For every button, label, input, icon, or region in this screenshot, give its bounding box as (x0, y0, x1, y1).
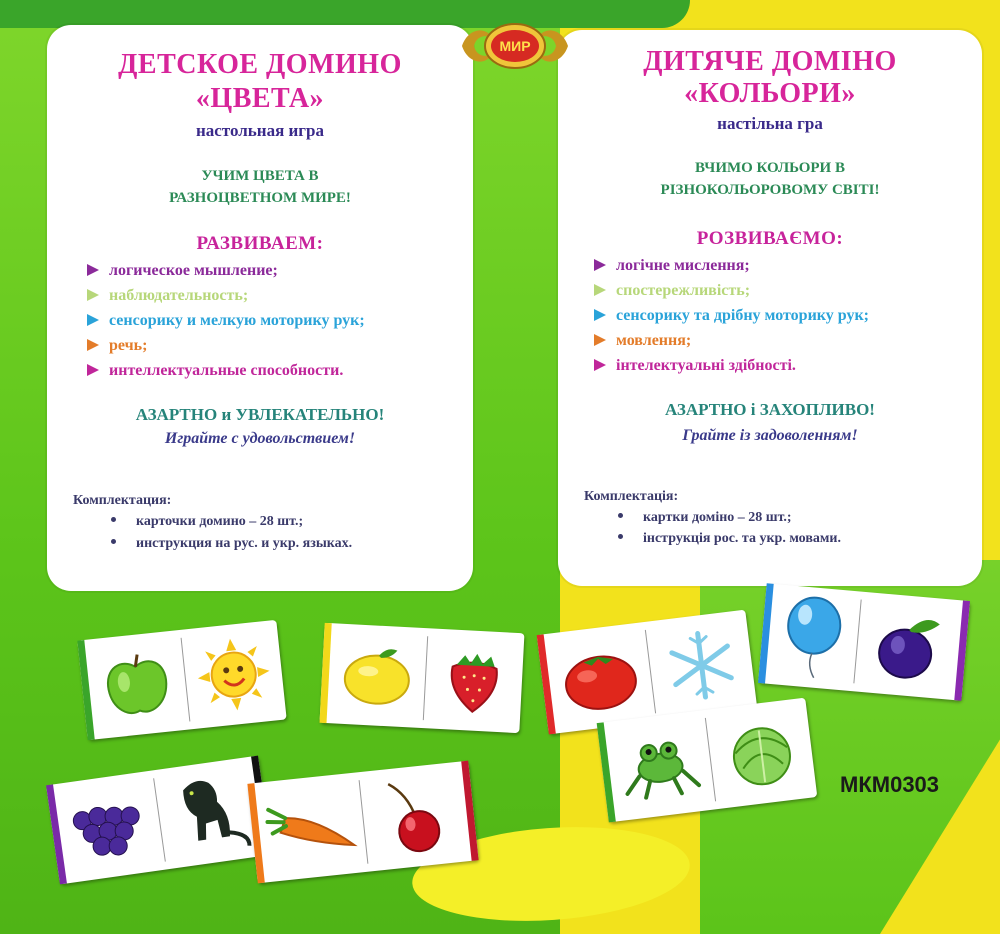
uk-excite-text: АЗАРТНО і ЗАХОПЛИВО! (665, 400, 875, 419)
publisher-logo (456, 20, 574, 72)
grapes-icon (65, 790, 153, 865)
tomato-icon (557, 638, 643, 717)
uk-develop-item: сенсорику та дрібну моторику рук; (594, 307, 869, 325)
uk-subtitle: настільна гра (717, 114, 823, 133)
bullet-arrow-icon (594, 334, 606, 346)
uk-develop-item: логічне мислення; (594, 257, 750, 275)
ru-title-line1: ДЕТСКОЕ ДОМИНО (118, 49, 402, 80)
cabbage-icon (717, 714, 805, 793)
uk-develop-item: інтелектуальні здібності. (594, 357, 796, 375)
uk-title-line1: ДИТЯЧЕ ДОМІНО (643, 46, 897, 77)
bullet-arrow-icon (87, 289, 99, 301)
carrot-icon (263, 793, 359, 862)
ru-title-line2: «ЦВЕТА» (195, 83, 325, 114)
bullet-arrow-icon (594, 284, 606, 296)
ru-slogan-line2: РАЗНОЦВЕТНОМ МИРЕ! (169, 190, 351, 206)
bullet-arrow-icon (87, 314, 99, 326)
strawberry-icon (440, 644, 508, 717)
bullet-dot-icon (618, 534, 623, 539)
ru-develop-heading: РАЗВИВАЕМ: (196, 233, 324, 254)
bullet-arrow-icon (87, 339, 99, 351)
apple-icon (99, 645, 176, 724)
ru-kit-item: карточки домино – 28 шт.; (111, 514, 303, 530)
ru-develop-item: сенсорику и мелкую моторику рук; (87, 312, 365, 330)
uk-title-line2: «КОЛЬОРИ» (684, 78, 856, 109)
bullet-arrow-icon (594, 309, 606, 321)
russian-info-panel (47, 25, 473, 591)
logo-text: МИР (499, 38, 531, 54)
panther-icon (162, 768, 256, 859)
bullet-dot-icon (111, 539, 116, 544)
uk-slogan-line2: РІЗНОКОЛЬОРОВОМУ СВІТІ! (660, 182, 880, 198)
uk-slogan-line1: ВЧИМО КОЛЬОРИ В (695, 160, 845, 176)
ru-subtitle: настольная игра (196, 121, 324, 140)
product-code: МКМ0303 (840, 772, 940, 797)
domino-tile (320, 623, 525, 733)
bullet-arrow-icon (594, 359, 606, 371)
domino-tile (77, 620, 286, 740)
uk-play-text: Грайте із задоволенням! (682, 427, 858, 444)
ru-play-text: Играйте с удовольствием! (164, 430, 356, 447)
bullet-dot-icon (111, 517, 116, 522)
balloon-icon (777, 593, 848, 682)
ru-kit-item: инструкция на рус. и укр. языках. (111, 536, 352, 552)
cherry-icon (376, 774, 454, 859)
lemon-icon (338, 642, 415, 710)
bullet-arrow-icon (87, 364, 99, 376)
snowflake-icon (661, 625, 741, 705)
uk-develop-item: спостережливість; (594, 282, 750, 300)
uk-kit-item: картки доміно – 28 шт.; (618, 510, 792, 526)
bullet-arrow-icon (594, 259, 606, 271)
domino-tile (758, 583, 970, 700)
uk-kit-heading: Комплектація: (584, 489, 679, 504)
ukrainian-info-panel (558, 30, 982, 586)
ru-excite-text: АЗАРТНО и УВЛЕКАТЕЛЬНО! (135, 405, 385, 424)
plum-icon (868, 607, 944, 685)
bullet-arrow-icon (87, 264, 99, 276)
ru-develop-item: наблюдательность; (87, 287, 248, 305)
uk-kit-item: інструкція рос. та укр. мовами. (618, 531, 841, 547)
bullet-dot-icon (618, 513, 623, 518)
ru-slogan-line1: УЧИМ ЦВЕТА В (201, 168, 319, 184)
domino-tile (46, 756, 272, 885)
sun-icon (192, 633, 276, 717)
frog-icon (616, 729, 703, 802)
background-green-top-band (0, 0, 690, 28)
uk-develop-item: мовлення; (594, 332, 691, 350)
ru-develop-item: интеллектуальные способности. (87, 362, 343, 380)
ru-kit-heading: Комплектация: (73, 493, 172, 508)
ru-develop-item: речь; (87, 337, 147, 355)
uk-develop-heading: РОЗВИВАЄМО: (696, 228, 844, 249)
ru-develop-item: логическое мышление; (87, 262, 278, 280)
